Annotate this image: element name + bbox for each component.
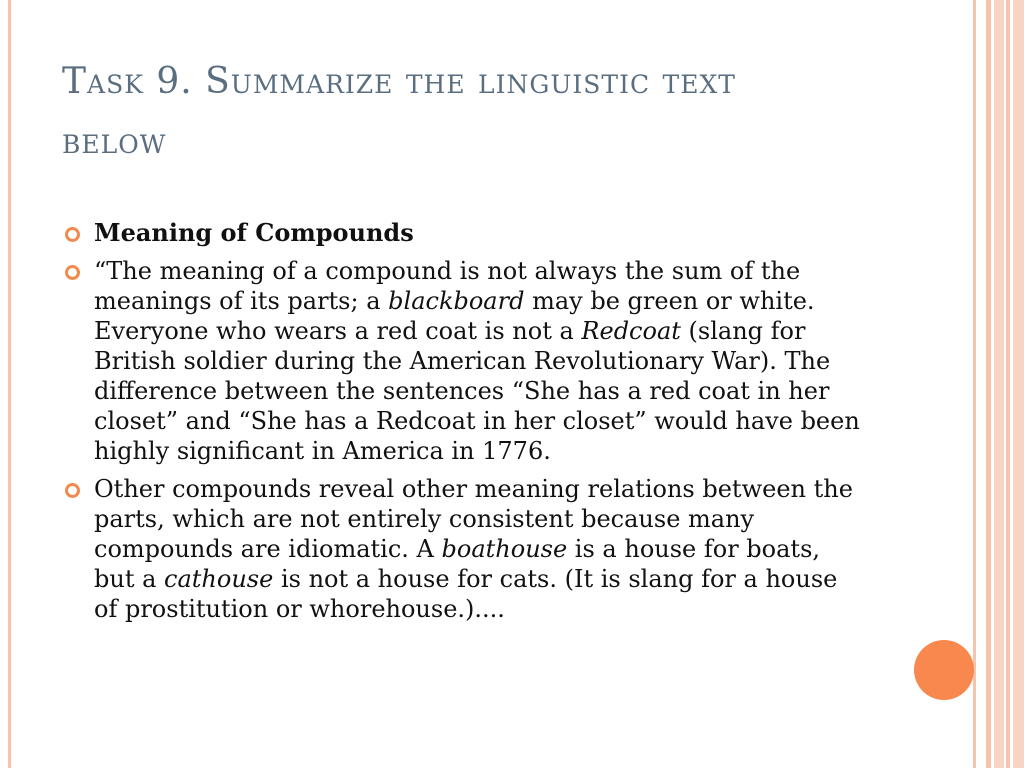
slide-title: Task 9. Summarize the linguistic text below [62, 61, 736, 162]
paragraph-text: is a house for boats, but a [94, 535, 821, 593]
italic-term: boathouse [441, 535, 568, 563]
paragraph-text: may be green or white. Everyone who wears a red coat is not a [94, 287, 815, 345]
paragraph-text: “The meaning of a compound is not always the sum of the meanings of its parts; a [94, 257, 801, 315]
decor-stripe [986, 0, 991, 768]
decor-stripe [1006, 0, 1010, 768]
slide-content [62, 218, 862, 632]
bullet-paragraph-2 [62, 474, 862, 624]
decor-circle [914, 640, 974, 700]
paragraph-text: is not a house for cats. (It is slang for a house of prostitution or whorehouse.).... [94, 565, 838, 623]
decor-stripe [994, 0, 1004, 768]
decor-stripe [1013, 0, 1024, 768]
paragraph-text: Other compounds reveal other meaning relations between the parts, which are not entirely consistent because many compounds are idiomatic. A [94, 475, 853, 563]
italic-term: cathouse [164, 565, 274, 593]
italic-term: Redcoat [581, 317, 681, 345]
bullet-icon [65, 265, 80, 280]
italic-term: blackboard [388, 287, 525, 315]
bullet-icon [65, 227, 80, 242]
bullet-paragraph-1 [62, 256, 862, 466]
paragraph-text: (slang for British soldier during the American Revolutionary War). The difference between the sentences “She has a red coat in her closet” and “She has a Redcoat in her closet” would have been highly significant in America in 1776. [94, 317, 860, 465]
bullet-heading [62, 218, 862, 248]
bullet-icon [65, 483, 80, 498]
section-heading: Meaning of Compounds [94, 218, 414, 247]
